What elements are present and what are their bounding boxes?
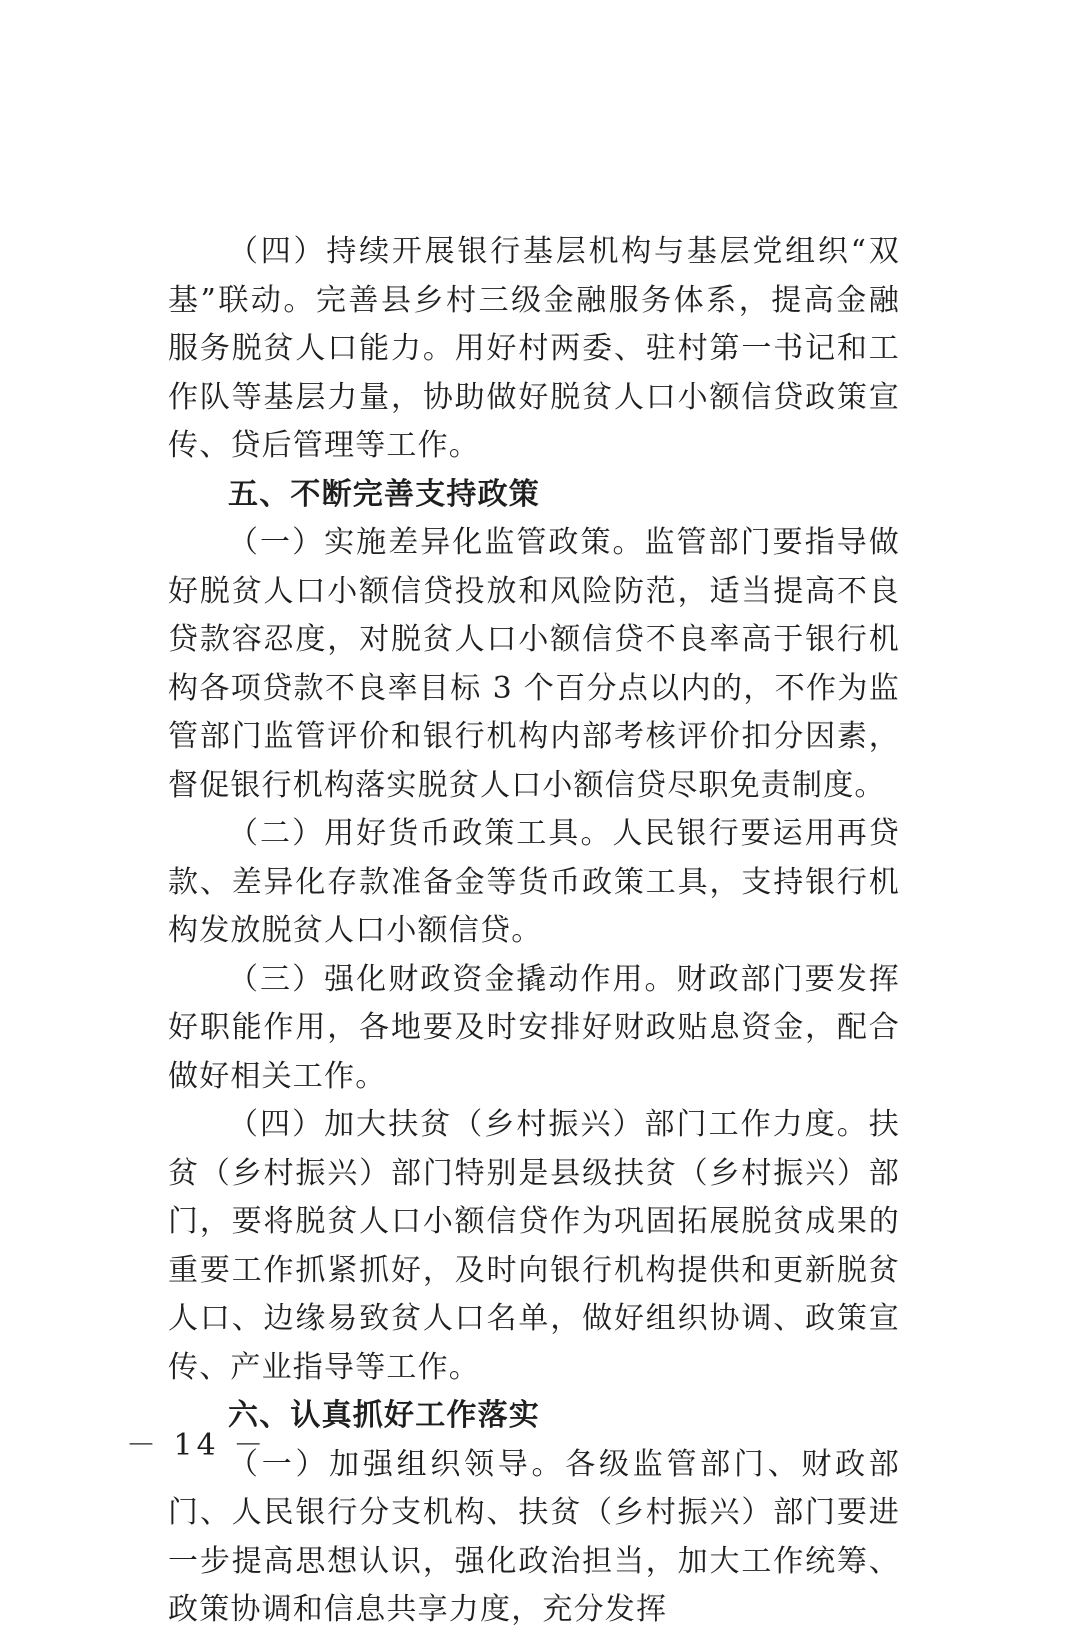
document-body (168, 228, 900, 1635)
paragraph-dual-base-linkage: （四）持续开展银行基层机构与基层党组织“双基”联动。完善县乡村三级金融服务体系，提高金融服务脱贫人口能力。用好村两委、驻村第一书记和工作队等基层力量，协助做好脱贫人口小额信贷政策宣传、贷后管理等工作。 (168, 234, 900, 463)
section-heading-five: 五、不断完善支持政策 (228, 476, 540, 512)
section-heading-six: 六、认真抓好工作落实 (228, 1398, 540, 1433)
paragraph-monetary-policy-tools: （二）用好货币政策工具。人民银行要运用再贷款、差异化存款准备金等货币政策工具，支持银行机构发放脱贫人口小额信贷。 (168, 816, 900, 948)
paragraph-organizational-leadership: （一）加强组织领导。各级监管部门、财政部门、人民银行分支机构、扶贫（乡村振兴）部门要进一步提高思想认识，强化政治担当，加大工作统筹、政策协调和信息共享力度，充分发挥 (168, 1446, 900, 1627)
paragraph-fiscal-funds: （三）强化财政资金撬动作用。财政部门要发挥好职能作用，各地要及时安排好财政贴息资金，配合做好相关工作。 (168, 961, 900, 1094)
page-number: － 14 － (126, 1428, 268, 1463)
paragraph-differentiated-supervision: （一）实施差异化监管政策。监管部门要指导做好脱贫人口小额信贷投放和风险防范，适当提高不良贷款容忍度，对脱贫人口小额信贷不良率高于银行机构各项贷款不良率目标 3 个百分点以内的，不作为监管部门监管评价和银行机构内部考核评价扣分因素，督促银行机构落实脱贫人口小额信贷尽职免责制度。 (168, 525, 900, 803)
paragraph-poverty-alleviation-departments: （四）加大扶贫（乡村振兴）部门工作力度。扶贫（乡村振兴）部门特别是县级扶贫（乡村振兴）部门，要将脱贫人口小额信贷作为巩固拓展脱贫成果的重要工作抓紧抓好，及时向银行机构提供和更新脱贫人口、边缘易致贫人口名单，做好组织协调、政策宣传、产业指导等工作。 (168, 1107, 900, 1385)
